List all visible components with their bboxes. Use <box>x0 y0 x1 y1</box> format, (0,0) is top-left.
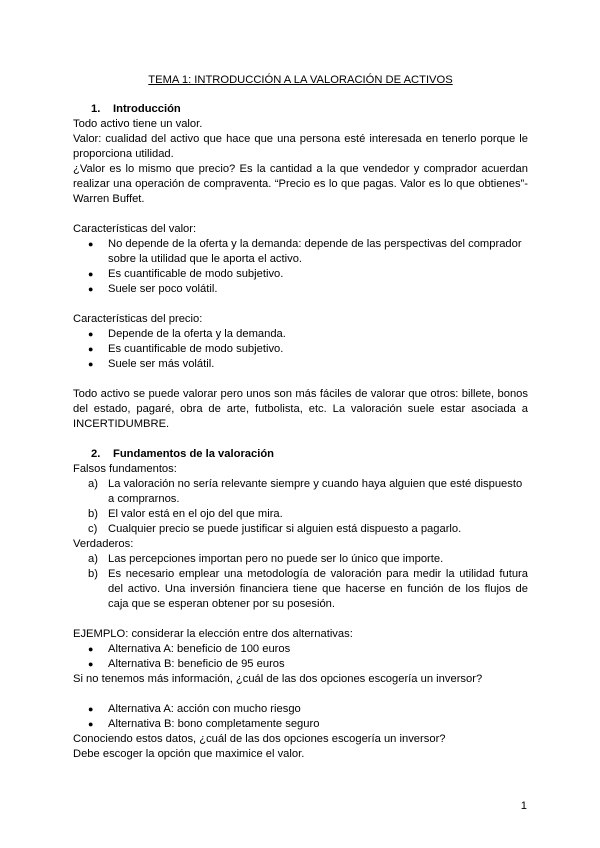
bullet-icon: ● <box>88 704 94 714</box>
list-item-text: La valoración no sería relevante siempre y cuando haya alguien que esté dispuesto a comprarnos. <box>108 478 523 505</box>
verdaderos-list <box>73 552 528 612</box>
bullet-icon: ● <box>88 359 94 369</box>
conclusion: Debe escoger la opción que maximice el valor. <box>73 748 305 760</box>
list-item-label: b) <box>88 568 98 580</box>
bullet-icon: ● <box>88 329 94 339</box>
bullet-icon: ● <box>88 659 94 669</box>
paragraph: Todo activo se puede valorar pero unos son más fáciles de valorar que otros: billete, bonos del estado, pagaré, obra de arte, futbolista, etc. La valoración suele estar asociada a INCERTIDUMBRE. <box>73 388 528 430</box>
paragraph: Valor: cualidad del activo que hace que una persona esté interesada en tenerlo porque le proporciona utilidad. <box>73 133 528 160</box>
list-item <box>88 327 528 342</box>
list-item-text: Alternativa A: acción con mucho riesgo <box>108 703 301 715</box>
valor-characteristics-intro: Características del valor: <box>73 223 197 235</box>
verdaderos-intro: Verdaderos: <box>73 538 134 550</box>
list-item <box>88 342 528 357</box>
list-item-label: b) <box>88 508 98 520</box>
ejemplo-1-list <box>73 642 528 672</box>
list-item-text: No depende de la oferta y la demanda: depende de las perspectivas del comprador sobre la utilidad que le aporta el activo. <box>108 238 522 265</box>
falsos-intro: Falsos fundamentos: <box>73 463 177 475</box>
list-item-text: Alternativa A: beneficio de 100 euros <box>108 643 291 655</box>
document-title: TEMA 1: INTRODUCCIÓN A LA VALORACIÓN DE ACTIVOS <box>148 74 453 86</box>
page-number: 1 <box>520 800 527 812</box>
list-item <box>88 282 528 297</box>
list-item <box>88 522 528 537</box>
list-item-text: Suele ser poco volátil. <box>108 283 218 295</box>
question-2: Conociendo estos datos, ¿cuál de las dos opciones escogería un inversor? <box>73 733 446 745</box>
list-item <box>88 267 528 282</box>
list-item <box>88 552 528 567</box>
section-2-heading <box>91 447 528 462</box>
list-item <box>88 717 528 732</box>
paragraph: Todo activo tiene un valor. <box>73 118 203 130</box>
list-item <box>88 657 528 672</box>
valor-characteristics-list <box>73 237 528 297</box>
list-item-text: El valor está en el ojo del que mira. <box>108 508 283 520</box>
list-item-text: Depende de la oferta y la demanda. <box>108 328 286 340</box>
bullet-icon: ● <box>88 284 94 294</box>
paragraph: ¿Valor es lo mismo que precio? Es la cantidad a la que vendedor y comprador acuerdan realizar una operación de compraventa. “Precio es lo que pagas. Valor es lo que obtienes”- Warren Buffet. <box>73 163 528 205</box>
list-item <box>88 702 528 717</box>
list-item <box>88 477 528 507</box>
list-item-text: Alternativa B: bono completamente seguro <box>108 718 320 730</box>
list-item <box>88 237 528 267</box>
list-item-text: Es cuantificable de modo subjetivo. <box>108 268 284 280</box>
section-1-heading <box>91 102 528 117</box>
list-item-text: Cualquier precio se puede justificar si alguien está dispuesto a pagarlo. <box>108 523 462 535</box>
bullet-icon: ● <box>88 239 94 249</box>
list-item <box>88 507 528 522</box>
section-1-title: Introducción <box>113 103 181 115</box>
list-item-label: c) <box>88 523 98 535</box>
bullet-icon: ● <box>88 719 94 729</box>
list-item-label: a) <box>88 478 98 490</box>
list-item-text: Alternativa B: beneficio de 95 euros <box>108 658 285 670</box>
list-item-text: Las percepciones importan pero no puede ser lo único que importe. <box>108 553 444 565</box>
list-item-text: Es cuantificable de modo subjetivo. <box>108 343 284 355</box>
list-item-text: Suele ser más volátil. <box>108 358 215 370</box>
ejemplo-2-list <box>73 702 528 732</box>
list-item <box>88 357 528 372</box>
precio-characteristics-intro: Características del precio: <box>73 313 203 325</box>
list-item-text: Es necesario emplear una metodología de valoración para medir la utilidad futura del activo. Una inversión financiera tiene que hacerse en función de los flujos de caja que se esperan obtener por su posesión. <box>108 568 528 610</box>
list-item-label: a) <box>88 553 98 565</box>
falsos-list <box>73 477 528 537</box>
question-1: Si no tenemos más información, ¿cuál de las dos opciones escogería un inversor? <box>73 673 483 685</box>
document-body <box>73 73 528 762</box>
bullet-icon: ● <box>88 269 94 279</box>
ejemplo-intro: EJEMPLO: considerar la elección entre dos alternativas: <box>73 628 353 640</box>
precio-characteristics-list <box>73 327 528 372</box>
section-2-title: Fundamentos de la valoración <box>113 448 275 460</box>
list-item <box>88 567 528 612</box>
list-item <box>88 642 528 657</box>
section-2-number: 2. <box>91 448 101 460</box>
section-1-number: 1. <box>91 103 101 115</box>
bullet-icon: ● <box>88 644 94 654</box>
bullet-icon: ● <box>88 344 94 354</box>
